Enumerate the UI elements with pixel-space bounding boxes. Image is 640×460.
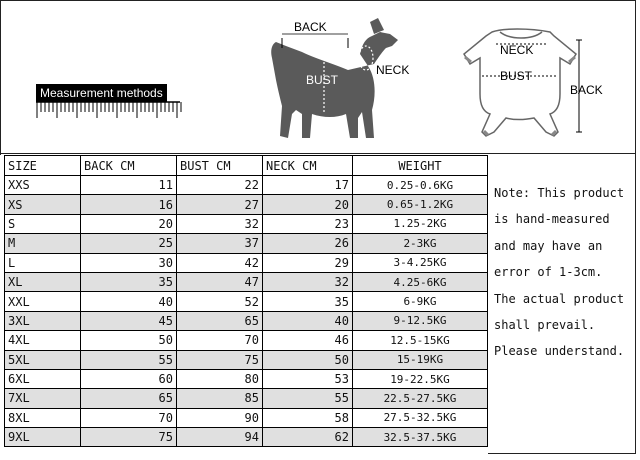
size-cell: XL [5, 272, 81, 291]
note-line: is hand-measured [494, 212, 610, 227]
bust-cell: 52 [177, 292, 263, 311]
size-table [4, 155, 488, 447]
left-border [0, 0, 1, 155]
weight-cell: 19-22.5KG [353, 369, 488, 388]
table-row [5, 214, 488, 233]
weight-cell: 15-19KG [353, 350, 488, 369]
dog-neck-label: NECK [376, 63, 410, 77]
back-cell: 40 [81, 292, 177, 311]
table-row [5, 408, 488, 427]
size-cell: 9XL [5, 428, 81, 447]
table-row [5, 195, 488, 214]
table-header-row [5, 156, 488, 176]
size-cell: 8XL [5, 408, 81, 427]
neck-cell: 26 [263, 234, 353, 253]
measurement-methods-label: Measurement methods [36, 84, 167, 102]
column-header-size: SIZE [5, 156, 81, 176]
weight-cell: 1.25-2KG [353, 214, 488, 233]
table-row [5, 292, 488, 311]
neck-cell: 20 [263, 195, 353, 214]
neck-cell: 17 [263, 176, 353, 195]
weight-cell: 0.65-1.2KG [353, 195, 488, 214]
back-cell: 75 [81, 428, 177, 447]
note-line: error of 1-3cm. [494, 265, 603, 280]
back-cell: 16 [81, 195, 177, 214]
weight-cell: 32.5-37.5KG [353, 428, 488, 447]
back-cell: 70 [81, 408, 177, 427]
bust-cell: 47 [177, 272, 263, 291]
size-cell: 3XL [5, 311, 81, 330]
header-divider [0, 153, 636, 154]
neck-cell: 46 [263, 331, 353, 350]
weight-cell: 9-12.5KG [353, 311, 488, 330]
table-row [5, 234, 488, 253]
bust-cell: 65 [177, 311, 263, 330]
top-border [0, 0, 636, 1]
size-cell: XXL [5, 292, 81, 311]
table-row [5, 350, 488, 369]
neck-cell: 50 [263, 350, 353, 369]
table-row [5, 428, 488, 447]
size-cell: 5XL [5, 350, 81, 369]
note-line: Please understand. [494, 344, 625, 359]
weight-cell: 0.25-0.6KG [353, 176, 488, 195]
weight-cell: 27.5-32.5KG [353, 408, 488, 427]
bust-cell: 32 [177, 214, 263, 233]
back-cell: 65 [81, 389, 177, 408]
weight-cell: 2-3KG [353, 234, 488, 253]
bust-cell: 27 [177, 195, 263, 214]
table-row [5, 369, 488, 388]
neck-cell: 53 [263, 369, 353, 388]
table-row [5, 311, 488, 330]
back-cell: 60 [81, 369, 177, 388]
back-cell: 45 [81, 311, 177, 330]
neck-cell: 62 [263, 428, 353, 447]
dog-bust-label: BUST [306, 73, 339, 87]
garment-bust-label: BUST [500, 69, 533, 83]
note-line: shall prevail. [494, 318, 596, 333]
size-cell: M [5, 234, 81, 253]
neck-cell: 40 [263, 311, 353, 330]
garment-measurement-diagram [450, 14, 636, 148]
neck-cell: 58 [263, 408, 353, 427]
bust-cell: 37 [177, 234, 263, 253]
garment-back-label: BACK [570, 83, 603, 97]
back-cell: 11 [81, 176, 177, 195]
size-cell: XS [5, 195, 81, 214]
neck-cell: 35 [263, 292, 353, 311]
bust-cell: 22 [177, 176, 263, 195]
back-cell: 30 [81, 253, 177, 272]
note-line: Note: This product [494, 186, 625, 200]
neck-cell: 32 [263, 272, 353, 291]
table-row [5, 389, 488, 408]
size-cell: 7XL [5, 389, 81, 408]
note-block [494, 180, 636, 365]
column-header-weight: WEIGHT [353, 156, 488, 176]
bust-cell: 75 [177, 350, 263, 369]
bust-cell: 94 [177, 428, 263, 447]
column-header-back: BACK CM [81, 156, 177, 176]
bust-cell: 85 [177, 389, 263, 408]
ruler-icon [36, 100, 186, 120]
weight-cell: 22.5-27.5KG [353, 389, 488, 408]
table-row [5, 272, 488, 291]
bust-cell: 70 [177, 331, 263, 350]
weight-cell: 3-4.25KG [353, 253, 488, 272]
bust-cell: 90 [177, 408, 263, 427]
note-bottom-border [488, 453, 636, 454]
bust-cell: 80 [177, 369, 263, 388]
neck-cell: 55 [263, 389, 353, 408]
size-cell: 6XL [5, 369, 81, 388]
back-cell: 20 [81, 214, 177, 233]
back-cell: 35 [81, 272, 177, 291]
table-row [5, 331, 488, 350]
garment-neck-label: NECK [500, 43, 534, 57]
size-cell: S [5, 214, 81, 233]
table-row [5, 253, 488, 272]
note-line: and may have an [494, 238, 603, 253]
back-cell: 25 [81, 234, 177, 253]
back-cell: 55 [81, 350, 177, 369]
weight-cell: 12.5-15KG [353, 331, 488, 350]
size-cell: XXS [5, 176, 81, 195]
weight-cell: 6-9KG [353, 292, 488, 311]
note-line: The actual product [494, 291, 625, 306]
neck-cell: 23 [263, 214, 353, 233]
neck-cell: 29 [263, 253, 353, 272]
size-cell: L [5, 253, 81, 272]
dog-measurement-diagram [262, 14, 432, 146]
size-cell: 4XL [5, 331, 81, 350]
weight-cell: 4.25-6KG [353, 272, 488, 291]
column-header-bust: BUST CM [177, 156, 263, 176]
bust-cell: 42 [177, 253, 263, 272]
back-cell: 50 [81, 331, 177, 350]
column-header-neck: NECK CM [263, 156, 353, 176]
table-row [5, 176, 488, 195]
dog-back-label: BACK [294, 20, 327, 34]
